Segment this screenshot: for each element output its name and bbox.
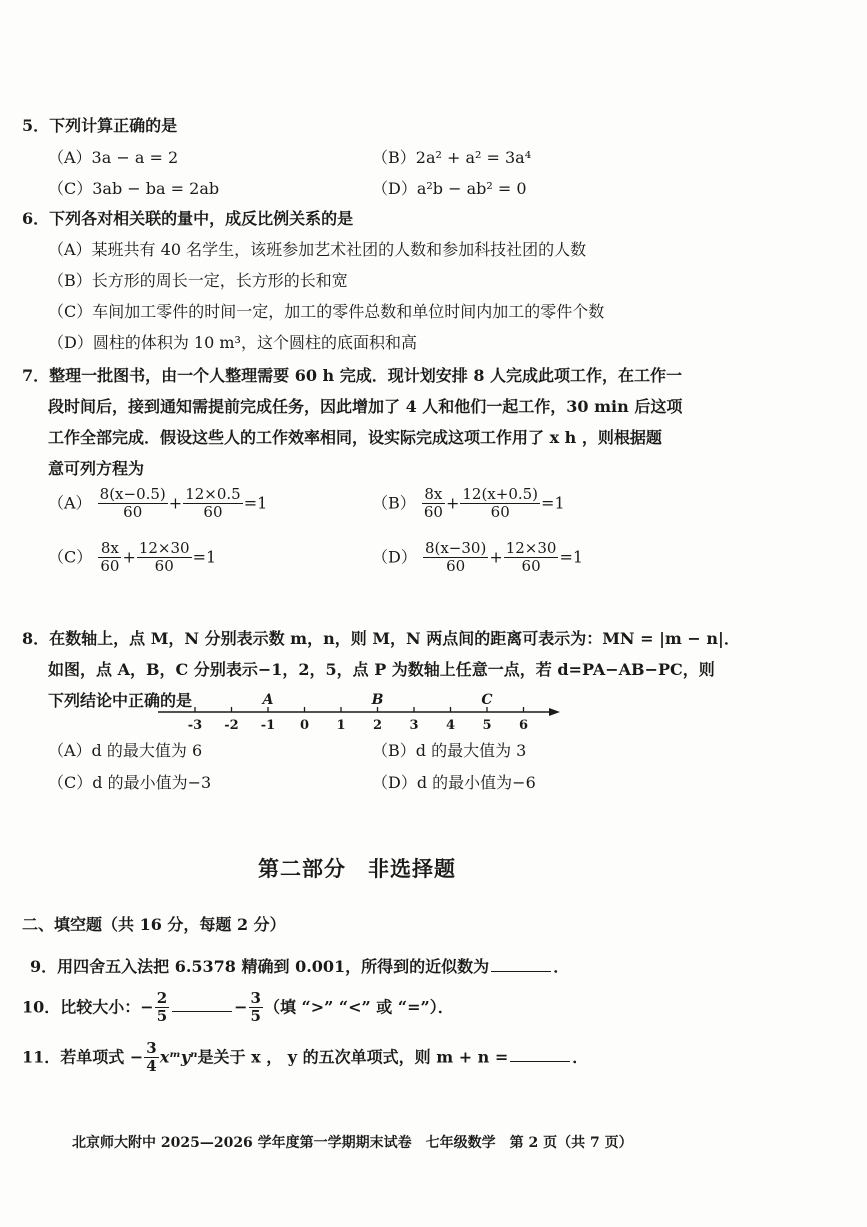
denominator: 60	[100, 557, 120, 576]
denominator: 60	[490, 503, 510, 522]
equals-one: =1	[559, 547, 584, 567]
q10-suffix: （填 “>” “<” 或 “=”）．	[263, 997, 454, 1017]
equals-one: =1	[541, 493, 565, 513]
tick-label: 1	[336, 718, 346, 733]
fraction	[504, 540, 559, 576]
q8-option-c: （C）d 的最小值为−3	[48, 773, 212, 792]
q6-option-c: （C）车间加工零件的时间一定，加工的零件总数和单位时间内加工的零件个数	[48, 302, 605, 321]
q7-line-2: 段时间后，接到通知需提前完成任务，因此增加了 4 人和他们一起工作，30 min 后这项	[48, 397, 683, 416]
plus-sign: +	[489, 547, 503, 567]
answer-blank[interactable]	[510, 1047, 570, 1062]
q8-line-3: 下列结论中正确的是	[48, 691, 193, 710]
denominator: 60	[203, 503, 223, 522]
q7-line-3: 工作全部完成．假设这些人的工作效率相同，设实际完成这项工作用了 x h ，则根据题	[48, 428, 662, 447]
q6-option-d: （D）圆柱的体积为 10 m³，这个圆柱的底面积和高	[48, 333, 417, 352]
q6-stem: 6．下列各对相关联的量中，成反比例关系的是	[22, 209, 354, 228]
fraction	[137, 540, 192, 576]
option-label: （D）	[372, 547, 417, 567]
number-line-points	[261, 692, 493, 708]
plus-sign: +	[168, 493, 183, 513]
denominator: 60	[154, 557, 174, 576]
q9-end: ．	[553, 957, 570, 976]
tick-label: 0	[299, 718, 310, 733]
q11-middle: 是关于 x ， y 的五次单项式，则 m + n =	[197, 1047, 509, 1067]
numerator: 12×0.5	[185, 485, 241, 503]
q7-line-1: 7．整理一批图书，由一个人整理需要 60 h 完成．现计划安排 8 人完成此项工作，在工作一	[22, 366, 683, 385]
option-label: （B）	[372, 493, 416, 513]
numerator: 8(x−30)	[424, 539, 487, 557]
monomial: xᵐyⁿ	[159, 1047, 198, 1067]
fraction	[422, 486, 445, 522]
numerator: 8x	[422, 486, 445, 504]
tick-label: 6	[518, 718, 529, 733]
denominator: 60	[423, 503, 443, 522]
denominator: 5	[250, 1007, 261, 1026]
plus-sign: +	[445, 493, 460, 513]
fraction	[98, 486, 168, 522]
arrow-right-icon	[549, 708, 560, 716]
denominator: 5	[156, 1007, 168, 1026]
q6-option-b: （B）长方形的周长一定，长方形的长和宽	[48, 271, 348, 290]
fraction	[183, 486, 243, 522]
tick-label: 5	[482, 718, 492, 733]
q11	[22, 1040, 588, 1076]
option-label: （C）	[48, 547, 93, 567]
q8-line-2: 如图，点 A，B，C 分别表示−1，2，5，点 P 为数轴上任意一点，若 d=PA−AB−PC，则	[48, 660, 715, 679]
denominator: 60	[521, 557, 541, 576]
numerator: 3	[146, 1039, 157, 1057]
q8-line-1: 8．在数轴上，点 M，N 分别表示数 m，n，则 M，N 两点间的距离可表示为：MN = |m − n|．	[22, 629, 740, 648]
part-two-title: 第二部分 非选择题	[258, 856, 456, 881]
fraction	[249, 990, 263, 1026]
numerator: 8(x−0.5)	[99, 485, 166, 503]
q10	[22, 990, 454, 1026]
q10-prefix: 10．比较大小：−	[22, 997, 154, 1017]
q9	[30, 954, 569, 977]
numerator: 12(x+0.5)	[462, 485, 539, 503]
fraction	[98, 540, 121, 576]
tick-label: 4	[445, 718, 456, 733]
tick-label: -3	[187, 718, 203, 733]
answer-blank[interactable]	[491, 957, 551, 972]
q7-option-c	[48, 540, 216, 576]
q5-option-d: （D）a²b − ab² = 0	[372, 179, 527, 198]
fraction	[423, 540, 488, 576]
number-line-ticks	[188, 707, 528, 733]
numerator: 12×30	[138, 539, 190, 557]
q5-option-c: （C）3ab − ba = 2ab	[48, 179, 220, 198]
tick-label: 2	[372, 718, 383, 733]
point-label-a: A	[262, 692, 274, 708]
denominator: 60	[123, 503, 143, 522]
numerator: 8x	[98, 540, 121, 558]
number-line	[150, 684, 570, 734]
numerator: 12×30	[505, 539, 557, 557]
q6-option-a: （A）某班共有 40 名学生，该班参加艺术社团的人数和参加科技社团的人数	[48, 240, 587, 259]
equals-one: =1	[192, 547, 217, 567]
fraction	[144, 1040, 158, 1076]
equals-one: =1	[243, 493, 268, 513]
q5-option-b: （B）2a² + a² = 3a⁴	[372, 148, 532, 167]
q9-text: 9．用四舍五入法把 6.5378 精确到 0.001，所得到的近似数为	[30, 957, 490, 976]
q7-line-4: 意可列方程为	[48, 459, 145, 478]
numerator: 2	[156, 989, 168, 1007]
point-label-c: C	[481, 692, 493, 708]
page-footer: 北京师大附中 2025—2026 学年度第一学期期末试卷 七年级数学 第 2 页（共 7 页）	[72, 1135, 633, 1151]
tick-label: -2	[224, 718, 239, 733]
fraction	[460, 486, 540, 522]
option-label: （A）	[48, 493, 92, 513]
plus-sign: +	[122, 547, 136, 567]
q8-option-d: （D）d 的最小值为−6	[372, 773, 536, 792]
q11-prefix: 11．若单项式 −	[22, 1047, 144, 1067]
q7-option-a	[48, 486, 267, 522]
minus-sign: −	[234, 997, 248, 1017]
tick-label: 3	[409, 718, 419, 733]
denominator: 4	[146, 1057, 157, 1076]
q8-option-b: （B）d 的最大值为 3	[372, 741, 527, 760]
numerator: 3	[250, 989, 261, 1007]
tick-label: -1	[260, 718, 276, 733]
denominator: 60	[446, 557, 466, 576]
q7-option-b	[372, 486, 565, 522]
q5-stem: 5．下列计算正确的是	[22, 116, 178, 135]
q7-option-d	[372, 540, 583, 576]
q5-option-a: （A）3a − a = 2	[48, 148, 179, 167]
point-label-b: B	[371, 692, 384, 708]
answer-blank[interactable]	[172, 997, 232, 1012]
section-two-heading: 二、填空题（共 16 分，每题 2 分）	[22, 915, 286, 934]
q11-end: ．	[572, 1047, 589, 1067]
q8-option-a: （A）d 的最大值为 6	[48, 741, 203, 760]
fraction	[155, 990, 169, 1026]
